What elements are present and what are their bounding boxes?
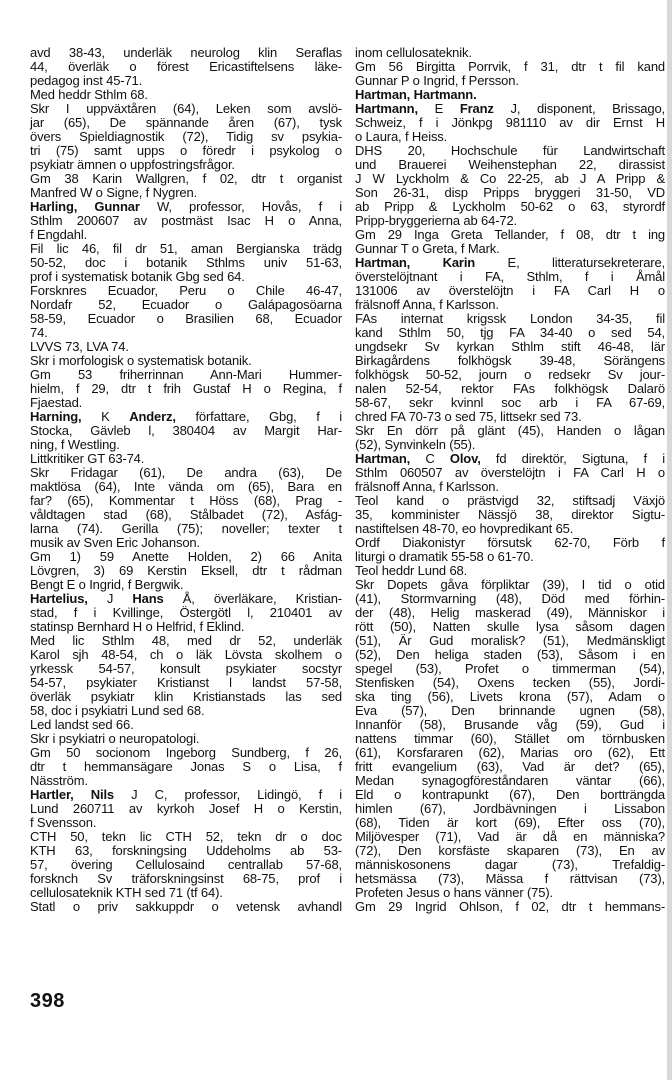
text-line (355, 508, 665, 522)
entry-text: Birkagårdens folkhögsk 39-48, Sörängens (355, 353, 665, 368)
text-line (355, 592, 665, 606)
entry-name: Hartmann, (355, 101, 418, 116)
text-line (355, 690, 665, 704)
entry-text: hielm, f 29, dtr t frih Gustaf H o Regina, f (30, 381, 342, 396)
entry-text: der (48), Helig maskerad (49), Människor i (355, 605, 665, 620)
text-line (355, 774, 665, 788)
text-line (30, 452, 342, 466)
text-line (355, 312, 665, 326)
entry-text: Stenfisken (54), Oxens tecken (55), Jordi- (355, 675, 665, 690)
text-line (355, 186, 665, 200)
entry-text: Gm 1) 59 Anette Holden, 2) 66 Anita (30, 549, 342, 564)
text-line (355, 116, 665, 130)
text-line (30, 704, 342, 718)
text-line (355, 74, 665, 88)
text-line (30, 466, 342, 480)
entry-name: Harling, Gunnar (30, 199, 140, 214)
text-line (355, 130, 665, 144)
entry-text: Med heddr Sthlm 68. (30, 87, 148, 102)
text-line (30, 270, 342, 284)
text-line (355, 578, 665, 592)
text-line (355, 214, 665, 228)
text-line (30, 410, 342, 424)
text-line (355, 396, 665, 410)
entry-text: DHS 20, Hochschule für Landwirtschaft (355, 143, 665, 158)
text-line (355, 452, 665, 466)
entry-text: jar (65), De spännande åren (67), tysk (30, 115, 342, 130)
entry-text: yrkessk 54-57, konsult psykiater socstyr (30, 661, 342, 676)
text-line (355, 830, 665, 844)
entry-text: Statl o priv sakkuppdr o vetensk avhandl (30, 899, 342, 914)
text-line (30, 858, 342, 872)
entry-text: LVVS 73, LVA 74. (30, 339, 129, 354)
entry-text: 131006 av överstelöjtn i FA Carl H o (355, 283, 665, 298)
entry-name: Hans (132, 591, 164, 606)
entry-text: J C, professor, Lidingö, f i (113, 787, 342, 802)
entry-text: larna (74). Gerilla (75); noveller; texter t (30, 521, 342, 536)
entry-text: ungdsekr Sv kyrkan Sthlm stift 46-48, lär (355, 339, 665, 354)
text-line (355, 718, 665, 732)
entry-text: Gm 56 Birgitta Porrvik, f 31, dtr t fil kand (355, 59, 665, 74)
entry-text: Skr Dopets gåva förpliktar (39), I tid o otid (355, 577, 665, 592)
text-line (30, 620, 342, 634)
text-line (30, 256, 342, 270)
text-line (355, 242, 665, 256)
text-line (355, 410, 665, 424)
entry-text: 58-59, Ecuador o Brasilien 68, Ecuador (30, 311, 342, 326)
text-line (30, 774, 342, 788)
entry-text: spegel (53), Profet o timmerman (54), (355, 661, 665, 676)
entry-name: Hartman, Hartmann. (355, 87, 477, 102)
text-line (355, 270, 665, 284)
entry-text: musik av Sven Eric Johanson. (30, 535, 200, 550)
entry-text: Gunnar P o Ingrid, f Persson. (355, 73, 519, 88)
entry-text: E, litteratursekreterare, (475, 255, 666, 270)
entry-text: (51), Är Gud moralisk? (51), Medmänskligt (355, 633, 665, 648)
text-line (355, 858, 665, 872)
entry-text: Profeten Jesus o hans vänner (75). (355, 885, 553, 900)
text-line (30, 186, 342, 200)
entry-text: Schweiz, f i Jönkpg 981110 av dir Ernst H (355, 115, 665, 130)
entry-text: (52), Synvinkeln (55). (355, 437, 476, 452)
text-line (30, 732, 342, 746)
entry-text: cellulosateknik KTH sed 71 (tf 64). (30, 885, 223, 900)
entry-text: Med lic Sthlm 48, med dr 52, underläk (30, 633, 342, 648)
text-line (30, 214, 342, 228)
entry-text: o Laura, f Heiss. (355, 129, 448, 144)
text-line (355, 172, 665, 186)
text-line (355, 816, 665, 830)
entry-text: far? (65), Kommentar t Höss (68), Prag - (30, 493, 342, 508)
text-line (355, 298, 665, 312)
entry-name: Harning, (30, 409, 82, 424)
page-number: 398 (30, 990, 65, 1012)
entry-text: Å, överläkare, Kristian- (163, 591, 342, 606)
text-line (30, 830, 342, 844)
entry-text: överläk psykiatr klin Kristianstads las sed (30, 689, 342, 704)
text-line (355, 480, 665, 494)
text-line (355, 368, 665, 382)
text-line (355, 382, 665, 396)
text-line (30, 508, 342, 522)
entry-text: Stocka, Gävleb l, 380404 av Margit Har- (30, 423, 342, 438)
entry-text: KTH 63, forskningsing Uddeholms ab 53- (30, 843, 342, 858)
text-line (355, 872, 665, 886)
entry-text: Skr i morfologisk o systematisk botanik. (30, 353, 252, 368)
text-line (355, 102, 665, 116)
text-line (30, 760, 342, 774)
text-line (30, 494, 342, 508)
text-line (30, 368, 342, 382)
entry-text: (72), Den korsfäste skaparen (73), En av (355, 843, 665, 858)
entry-text: övers Spieldiagnostik (72), Tidig sv psykia- (30, 129, 342, 144)
entry-text: Sthlm 060507 av överstelöjtn i FA Carl H o (355, 465, 665, 480)
entry-name: Olov, (449, 451, 481, 466)
text-line (30, 340, 342, 354)
entry-text: nastiftelsen 48-70, eo hovpredikant 65. (355, 521, 574, 536)
entry-text: Eva (57), Den brinnande ugnen (58), (355, 703, 665, 718)
text-line (30, 242, 342, 256)
text-line (355, 494, 665, 508)
text-line (30, 424, 342, 438)
entry-text: K (81, 409, 130, 424)
text-line (355, 676, 665, 690)
text-line (355, 256, 665, 270)
entry-text: inom cellulosateknik. (355, 45, 472, 60)
entry-text: rött (50), Natten skulle lysa såsom dagen (355, 619, 665, 634)
text-line (355, 424, 665, 438)
text-line (355, 438, 665, 452)
entry-text: Gm 50 socionom Ingeborg Sundberg, f 26, (30, 745, 342, 760)
entry-text: C (410, 451, 450, 466)
text-line (30, 172, 342, 186)
entry-text: Son 26-31, disp Pripps bryggeri 31-50, VD (355, 185, 665, 200)
text-line (30, 564, 342, 578)
text-line (30, 592, 342, 606)
text-line (355, 802, 665, 816)
entry-text: kand Sthlm 50, tjg FA 34-40 o sed 54, (355, 325, 665, 340)
entry-text: 44, överläk o förest Ericastiftelsens läke- (30, 59, 342, 74)
entry-text: frälsnoff Anna, f Karlsson. (355, 479, 499, 494)
text-line (30, 606, 342, 620)
entry-text: CTH 50, tekn lic CTH 52, tekn dr o doc (30, 829, 342, 844)
text-line (30, 690, 342, 704)
text-line (355, 732, 665, 746)
text-line (355, 634, 665, 648)
entry-text: nalen 52-54, rektor FAs folkhögsk Dalarö (355, 381, 665, 396)
text-line (355, 900, 665, 914)
text-line (355, 144, 665, 158)
text-line (355, 326, 665, 340)
text-line (30, 662, 342, 676)
entry-text: Gm 38 Karin Wallgren, f 02, dtr t organist (30, 171, 342, 186)
entry-text: Innanför (58), Brusande våg (59), Gud i (355, 717, 665, 732)
entry-text: ska ting (56), Livets krona (57), Adam o (355, 689, 665, 704)
entry-text: Teol kand o prästvigd 32, stiftsadj Växjö (355, 493, 665, 508)
entry-text: folkhögsk 50-52, journ o redsekr Sv jour- (355, 367, 665, 382)
entry-text: ab Pripp & Lyckholm 50-62 o 63, styrordf (355, 199, 665, 214)
text-line (30, 844, 342, 858)
entry-text: pedagog inst 45-71. (30, 73, 143, 88)
entry-text: statinsp Bernhard H o Helfrid, f Eklind. (30, 619, 245, 634)
text-line (355, 340, 665, 354)
entry-text: hetsmässa (73), Mässa f rättvisan (73), (355, 871, 665, 886)
entry-text: Gunnar T o Greta, f Mark. (355, 241, 500, 256)
text-line (30, 676, 342, 690)
entry-text: 54-57, psykiater Kristianst l landst 57-58, (30, 675, 342, 690)
entry-text: Skr En dörr på glänt (45), Handen o lågan (355, 423, 665, 438)
entry-text: Fjaestad. (30, 395, 83, 410)
text-line (355, 704, 665, 718)
text-line (355, 536, 665, 550)
text-line (355, 662, 665, 676)
text-line (30, 60, 342, 74)
entry-text: f Engdahl. (30, 227, 88, 242)
entry-text: dtr t hemmansägare Jonas S o Lisa, f (30, 759, 342, 774)
text-line (355, 746, 665, 760)
entry-text: J, disponent, Brissago, (493, 101, 665, 116)
entry-text: fd direktör, Sigtuna, f i (480, 451, 665, 466)
text-line (355, 788, 665, 802)
text-line (355, 550, 665, 564)
entry-text: (41), Stormvarning (48), Död med förhin- (355, 591, 665, 606)
entry-name: Hartman, Karin (355, 255, 476, 270)
text-line (30, 746, 342, 760)
entry-text: psykiatr ämnen o uppfostringsfrågor. (30, 157, 235, 172)
text-line (355, 228, 665, 242)
entry-name: Anderz, (129, 409, 176, 424)
entry-text: nattens timmar (60), Stället om törnbusken (355, 731, 665, 746)
entry-text: fritt evangelium (63), Vad är det? (65), (355, 759, 665, 774)
entry-text: stad, f i Kvillinge, Östergötl l, 210401 av (30, 605, 342, 620)
entry-text: Manfred W o Signe, f Nygren. (30, 185, 198, 200)
entry-text: 74. (30, 325, 48, 340)
text-line (30, 648, 342, 662)
entry-text: Karol sjh 48-54, ch o läk Lövsta skolhem o (30, 647, 342, 662)
entry-text: (61), Korsfararen (62), Marias oro (62), Ett (355, 745, 665, 760)
entry-text: forsknch Sv träforskningsinst 68-75, prof i (30, 871, 342, 886)
entry-text: frälsnoff Anna, f Karlsson. (355, 297, 499, 312)
text-line (30, 788, 342, 802)
entry-text: Skr Fridagar (61), De andra (63), De (30, 465, 342, 480)
text-line (30, 312, 342, 326)
text-line (30, 536, 342, 550)
text-line (30, 872, 342, 886)
text-line (30, 228, 342, 242)
entry-text: Lövgren, 3) 69 Kerstin Eksell, dtr t rådman (30, 563, 342, 578)
text-line (30, 130, 342, 144)
text-line (30, 718, 342, 732)
entry-text: våldtagen stad (68), Stålbadet (72), Asfág- (30, 507, 342, 522)
entry-text: 58, doc i psykiatri Lund sed 68. (30, 703, 205, 718)
entry-text: Led landst sed 66. (30, 717, 134, 732)
entry-text: Eld o kontrapunkt (67), Den bortträngda (355, 787, 665, 802)
entry-text: Teol heddr Lund 68. (355, 563, 468, 578)
entry-text: Littkritiker GT 63-74. (30, 451, 145, 466)
text-line (355, 354, 665, 368)
text-line (30, 900, 342, 914)
entry-text: chred FA 70-73 o sed 75, littsekr sed 73. (355, 409, 582, 424)
entry-text: J (87, 591, 133, 606)
entry-text: und Brauerei Weihenstephan 22, dirassist (355, 157, 665, 172)
entry-text: 58-67, sekr kvinnl soc arb i FA 67-69, (355, 395, 665, 410)
text-line (355, 88, 665, 102)
entry-text: prof i systematisk botanik Gbg sed 64. (30, 269, 245, 284)
text-line (30, 886, 342, 900)
page-edge-shadow (667, 0, 672, 1080)
entry-text: Skr i psykiatri o neuropatologi. (30, 731, 200, 746)
text-line (355, 46, 665, 60)
entry-text: 50-52, doc i botanik Sthlms univ 51-63, (30, 255, 342, 270)
text-line (30, 158, 342, 172)
text-line (355, 60, 665, 74)
text-line (30, 438, 342, 452)
entry-name: Hartelius, (30, 591, 88, 606)
left-column (30, 46, 342, 914)
text-line (30, 284, 342, 298)
text-line (30, 634, 342, 648)
entry-text: Pripp-bryggerierna ab 64-72. (355, 213, 518, 228)
entry-text: E (417, 101, 460, 116)
entry-name: Hartman, (355, 451, 411, 466)
text-line (30, 326, 342, 340)
text-line (355, 284, 665, 298)
entry-text: (68), Tiden är kort (69), Efter oss (70), (355, 815, 665, 830)
entry-text: Bengt E o Ingrid, f Bergwik. (30, 577, 184, 592)
text-line (30, 74, 342, 88)
entry-text: tri (75) samt upps o föredr i psykolog o (30, 143, 342, 158)
text-line (355, 844, 665, 858)
entry-text: Näsström. (30, 773, 88, 788)
text-line (30, 550, 342, 564)
entry-text: författare, Gbg, f i (175, 409, 342, 424)
entry-text: Lund 260711 av kyrkoh Josef H o Kerstin, (30, 801, 342, 816)
text-line (355, 200, 665, 214)
text-line (355, 760, 665, 774)
text-line (30, 802, 342, 816)
entry-text: människosonens dagar (73), Trefaldig- (355, 857, 665, 872)
entry-text: liturgi o dramatik 55-58 o 61-70. (355, 549, 534, 564)
text-line (30, 522, 342, 536)
text-line (30, 816, 342, 830)
entry-text: 35, komminister Nässjö 38, direktor Sigtu- (355, 507, 665, 522)
entry-text: Miljövesper (71), Vad är då en människa? (355, 829, 665, 844)
entry-text: (52), Den heliga staden (53), Såsom i en (355, 647, 665, 662)
text-line (30, 396, 342, 410)
entry-text: Nordafr 52, Ecuador o Galápagosöarna (30, 297, 342, 312)
text-line (30, 200, 342, 214)
text-line (355, 620, 665, 634)
entry-text: Fil lic 46, fil dr 51, aman Bergianska trädg (30, 241, 342, 256)
entry-text: ning, f Westling. (30, 437, 120, 452)
entry-text: Gm 29 Inga Greta Tellander, f 08, dtr t ing (355, 227, 665, 242)
entry-name: Hartler, Nils (30, 787, 114, 802)
entry-text: Forsknres Ecuador, Peru o Chile 46-47, (30, 283, 342, 298)
text-line (30, 144, 342, 158)
text-line (30, 46, 342, 60)
text-line (30, 382, 342, 396)
entry-text: 57, övering Cellulosaind centrallab 57-68, (30, 857, 342, 872)
text-line (355, 466, 665, 480)
entry-text: W, professor, Hovås, f i (139, 199, 342, 214)
entry-text: himlen (67), Jordbävningen i Lissabon (355, 801, 665, 816)
entry-text: överstelöjtnant i FA, Sthlm, f i Åmål (355, 269, 665, 284)
text-line (30, 102, 342, 116)
text-line (30, 354, 342, 368)
entry-text: Skr I uppväxtåren (64), Leken som avslö- (30, 101, 342, 116)
entry-text: Medan synagogföreståndaren väntar (66), (355, 773, 665, 788)
text-line (30, 116, 342, 130)
text-line (355, 522, 665, 536)
entry-text: Gm 53 friherrinnan Ann-Mari Hummer- (30, 367, 342, 382)
entry-text: Sthlm 200607 av postmäst Isac H o Anna, (30, 213, 342, 228)
entry-text: avd 38-43, underläk neurolog klin Seraflas (30, 45, 342, 60)
entry-name: Franz (459, 101, 494, 116)
entry-text: Ordf Diakonistyr försutsk 62-70, Förb f (355, 535, 665, 550)
text-line (30, 298, 342, 312)
text-line (355, 648, 665, 662)
text-line (355, 564, 665, 578)
text-line (355, 886, 665, 900)
text-line (30, 480, 342, 494)
text-line (30, 578, 342, 592)
entry-text: Gm 29 Ingrid Ohlson, f 02, dtr t hemmans- (355, 899, 665, 914)
right-column (355, 46, 665, 914)
text-line (355, 158, 665, 172)
entry-text: maktlösa (64), Inte vända om (65), Bara en (30, 479, 342, 494)
entry-text: FAs internat krigssk London 34-35, fil (355, 311, 665, 326)
text-line (30, 88, 342, 102)
entry-text: f Svensson. (30, 815, 97, 830)
entry-text: J W Lyckholm & Co 22-25, ab J A Pripp & (355, 171, 665, 186)
text-line (355, 606, 665, 620)
